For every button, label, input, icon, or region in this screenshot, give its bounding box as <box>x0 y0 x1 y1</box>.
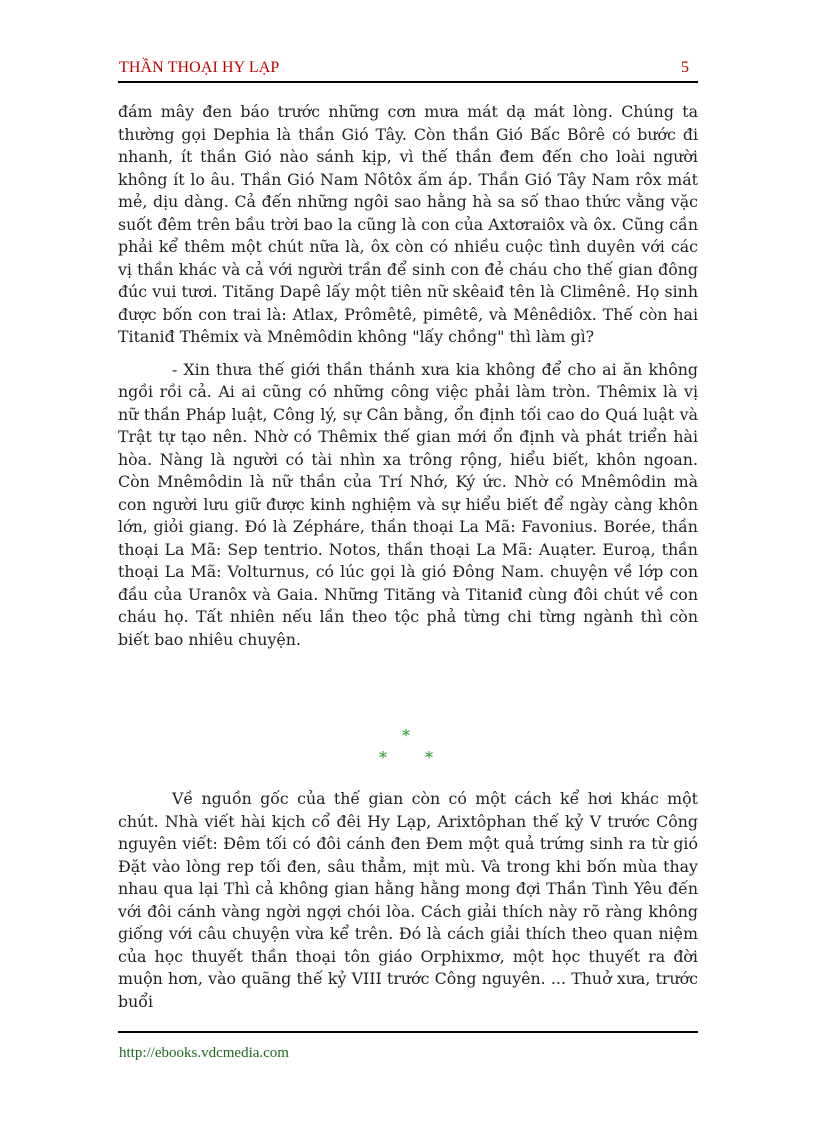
separator-star: * <box>402 726 410 745</box>
page-number: 5 <box>681 59 689 76</box>
header-rule <box>118 81 698 83</box>
paragraph: đám mây đen báo trước những cơn mưa mát dạ mát lòng. Chúng ta thường gọi Dephia là thần Gió Tây. Còn thần Gió Bấc Bôrê có bước đi nhanh, ít thần Gió nào sánh kịp, vì thế thần đem đến cho loài người không ít lo âu. Thần Gió Nam Nôtôx ấm áp. Thần Gió Tây Nam rôx mát mẻ, dịu dàng. Cả đến những ngôi sao hằng hà sa số thao thức vằng vặc suốt đêm trên bầu trời bao la cũng là con của Axtơraiôx và ôx. Cũng cần phải kể thêm một chút nữa là, ôx còn có nhiều cuộc tình duyên với các vị thần khác và cả với người trần để sinh con đẻ cháu cho thế gian đông đúc vui tươi. Tităng Dapê lấy một tiên nữ skêaiđ tên là Climênê. Họ sinh được bốn con trai là: Atlax, Prômêtê, pimêtê, và Mênêdiôx. Thế còn hai Titaniđ Thêmix và Mnêmôdin không "lấy chồng" thì làm gì? <box>118 102 698 346</box>
footer-rule <box>118 1031 698 1033</box>
paragraph: - Xin thưa thế giới thần thánh xưa kia không để cho ai ăn không ngồi rồi cả. Ai ai cũng có những công việc phải làm tròn. Thêmix là vị nữ thần Pháp luật, Công lý, sự Cân bằng, ổn định tối cao do Quá luật và Trật tự tạo nên. Nhờ có Thêmix thế gian mới ổn định và phát triển hài hòa. Nàng là người có tài nhìn xa trông rộng, hiểu biết, khôn ngoan. Còn Mnêmôdin là nữ thần của Trí Nhớ, Ký ức. Nhờ có Mnêmôdin mà con người lưu giữ được kinh nghiệm và sự hiểu biết để ngày càng khôn lớn, giỏi giang. Đó là Zépháre, thần thoại La Mã: Favonius. Borée, thần thoại La Mã: Sep tentrio. Notos, thần thoại La Mã: Auạter. Euroạ, thần thoại La Mã: Volturnus, có lúc gọi là gió Đông Nam. chuyện về lớp con đầu của Uranôx và Gaia. Những Tităng và Titaniđ cùng đôi chút về con cháu họ. Tất nhiên nếu lần theo tộc phả từng chi từng ngành thì còn biết bao nhiêu chuyện. <box>118 359 698 649</box>
running-title: THẦN THOẠI HY LẠP <box>119 59 280 76</box>
separator-star: * <box>425 748 433 767</box>
body-text-continued <box>118 788 698 1013</box>
footer-link[interactable]: http://ebooks.vdcmedia.com <box>119 1045 289 1061</box>
body-text <box>118 101 698 651</box>
separator-star: * <box>379 748 387 767</box>
section-separator <box>370 726 450 770</box>
paragraph: Về nguồn gốc của thế gian còn có một cách kể hơi khác một chút. Nhà viết hài kịch cổ đêi Hy Lạp, Arixtôphan thế kỷ V trước Công nguyên viết: Đêm tối có đôi cánh đen Đem một quả trứng sinh ra từ gió Đặt vào lòng rep tối đen, sâu thẳm, mịt mù. Và trong khi bốn mùa thay nhau qua lại Thì cả không gian hằng hằng mong đợi Thần Tình Yêu đến với đôi cánh vàng ngời ngợi chói lòa. Cách giải thích này rõ ràng không giống với câu chuyện vừa kể trên. Đó là cách giải thích theo quan niệm của học thuyết thần thoại tôn giáo Orphixmơ, một học thuyết ra đời muộn hơn, vào quãng thế kỷ VIII trước Công nguyên. ... Thuở xưa, trước buổi <box>118 789 698 1011</box>
